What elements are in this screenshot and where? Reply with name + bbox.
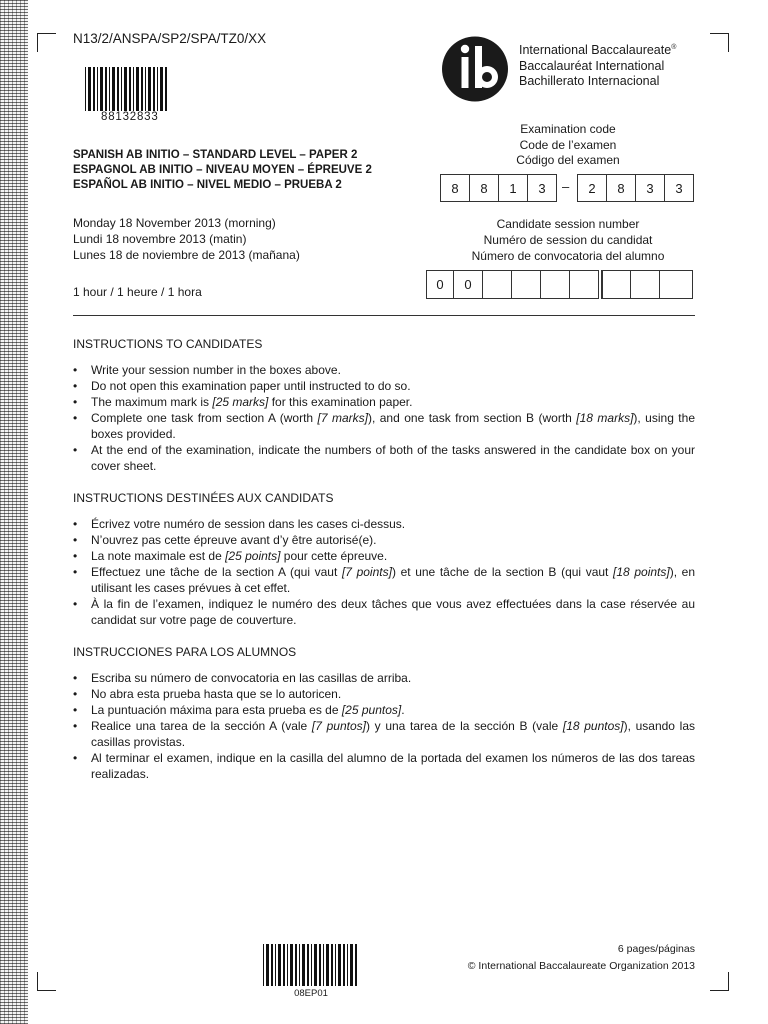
barcode-bottom-label: 08EP01 xyxy=(294,988,328,999)
session-label-spanish: Número de convocatoria del alumno xyxy=(471,249,665,263)
paper-titles xyxy=(73,148,372,193)
exam-code-digit: 8 xyxy=(606,174,636,202)
exam-code-label-spanish: Código del examen xyxy=(516,153,620,167)
session-digit-box[interactable] xyxy=(540,270,570,299)
org-name-english: International Baccalaureate xyxy=(519,43,672,58)
instruction-item: • N’ouvrez pas cette épreuve avant d’y être autorisé(e). xyxy=(73,532,695,548)
barcode-number: 88132833 xyxy=(101,111,159,123)
session-digit-box[interactable] xyxy=(511,270,541,299)
corner-mark-top-right xyxy=(710,33,729,52)
exam-code-digit: 1 xyxy=(498,174,528,202)
title-english: SPANISH AB INITIO – STANDARD LEVEL – PAPER 2 xyxy=(73,149,358,161)
session-digit-box[interactable] xyxy=(630,270,660,299)
session-digit-box[interactable] xyxy=(601,270,631,299)
title-spanish: ESPAÑOL AB INITIO – NIVEL MEDIO – PRUEBA 2 xyxy=(73,179,342,191)
session-digit-box[interactable] xyxy=(482,270,512,299)
exam-duration: 1 hour / 1 heure / 1 hora xyxy=(73,285,202,299)
barcode-top xyxy=(85,67,170,111)
session-digit-box[interactable] xyxy=(569,270,599,299)
session-number-label xyxy=(440,216,696,264)
instruction-item: • Do not open this examination paper until instructed to do so. xyxy=(73,378,695,394)
instruction-item: • La note maximale est de [25 points] pour cette épreuve. xyxy=(73,548,695,564)
registered-mark: ® xyxy=(671,44,677,51)
org-name-french: Baccalauréat International xyxy=(519,58,665,73)
exam-code-digit: 8 xyxy=(469,174,499,202)
exam-code-label xyxy=(440,122,696,169)
barcode-bottom xyxy=(263,944,359,986)
instruction-item: • Effectuez une tâche de la section A (qui vaut [7 points]) et une tâche de la section B (qui vaut [18 points]), en utilisant les cases prévues à cet effet. xyxy=(73,564,695,596)
exam-code-separator: – xyxy=(562,179,570,194)
instruction-item: • No abra esta prueba hasta que se lo autoricen. xyxy=(73,686,695,702)
instruction-item: • Escriba su número de convocatoria en las casillas de arriba. xyxy=(73,670,695,686)
page-count: 6 pages/páginas xyxy=(617,943,695,955)
session-label-english: Candidate session number xyxy=(496,217,640,231)
org-name-spanish: Bachillerato Internacional xyxy=(519,74,660,89)
instructions-list-english xyxy=(73,362,695,474)
instructions-list-spanish xyxy=(73,670,695,782)
instruction-item: • Al terminar el examen, indique en la casilla del alumno de la portada del examen los números de las dos tareas realizadas. xyxy=(73,750,695,782)
page-footer xyxy=(468,941,695,975)
instruction-item: • At the end of the examination, indicate the numbers of both of the tasks answered in the candidate box on your cover sheet. xyxy=(73,442,695,474)
instruction-item: • La puntuación máxima para esta prueba es de [25 puntos]. xyxy=(73,702,695,718)
instructions-list-french xyxy=(73,516,695,628)
session-label-french: Numéro de session du candidat xyxy=(483,233,653,247)
corner-mark-bottom-right xyxy=(710,972,729,991)
instruction-item: • The maximum mark is [25 marks] for this examination paper. xyxy=(73,394,695,410)
paper-code: N13/2/ANSPA/SP2/SPA/TZ0/XX xyxy=(73,31,267,46)
session-digit-box[interactable]: 0 xyxy=(453,270,483,299)
header-divider xyxy=(73,315,695,316)
instruction-item: • Complete one task from section A (worth [7 marks]), and one task from section B (worth [18 marks]), using the boxes provided. xyxy=(73,410,695,442)
section-heading-french: INSTRUCTIONS DESTINÉES AUX CANDIDATS xyxy=(73,491,334,505)
corner-mark-top-left xyxy=(37,33,56,52)
exam-code-digit: 3 xyxy=(664,174,694,202)
date-spanish: Lunes 18 de noviembre de 2013 (mañana) xyxy=(73,248,300,262)
exam-code-digit: 2 xyxy=(577,174,607,202)
exam-code-digit: 8 xyxy=(440,174,470,202)
date-french: Lundi 18 novembre 2013 (matin) xyxy=(73,232,247,246)
date-english: Monday 18 November 2013 (morning) xyxy=(73,216,276,230)
session-digit-box[interactable]: 0 xyxy=(426,270,454,299)
copyright-notice: © International Baccalaureate Organization 2013 xyxy=(467,960,695,972)
instruction-item: • Write your session number in the boxes above. xyxy=(73,362,695,378)
exam-code-digit: 3 xyxy=(527,174,557,202)
section-heading-english: INSTRUCTIONS TO CANDIDATES xyxy=(73,337,263,351)
session-digit-box[interactable] xyxy=(659,270,693,299)
ib-logo xyxy=(441,36,509,102)
instruction-item: • Écrivez votre numéro de session dans les cases ci-dessus. xyxy=(73,516,695,532)
organization-name xyxy=(519,40,676,90)
exam-code-label-english: Examination code xyxy=(520,122,616,136)
exam-dates xyxy=(73,215,300,263)
section-heading-spanish: INSTRUCCIONES PARA LOS ALUMNOS xyxy=(73,645,297,659)
instruction-item: • À la fin de l’examen, indiquez le numéro des deux tâches que vous avez effectuées dans la case réservée au candidat sur votre page de couverture. xyxy=(73,596,695,628)
corner-mark-bottom-left xyxy=(37,972,56,991)
exam-code-label-french: Code de l’examen xyxy=(519,137,617,152)
scanned-page-edge xyxy=(0,0,28,1024)
instruction-item: • Realice una tarea de la sección A (vale [7 puntos]) y una tarea de la sección B (vale [18 puntos]), usando las casillas provistas. xyxy=(73,718,695,750)
title-french: ESPAGNOL AB INITIO – NIVEAU MOYEN – ÉPREUVE 2 xyxy=(73,164,372,176)
exam-code-digit: 3 xyxy=(635,174,665,202)
